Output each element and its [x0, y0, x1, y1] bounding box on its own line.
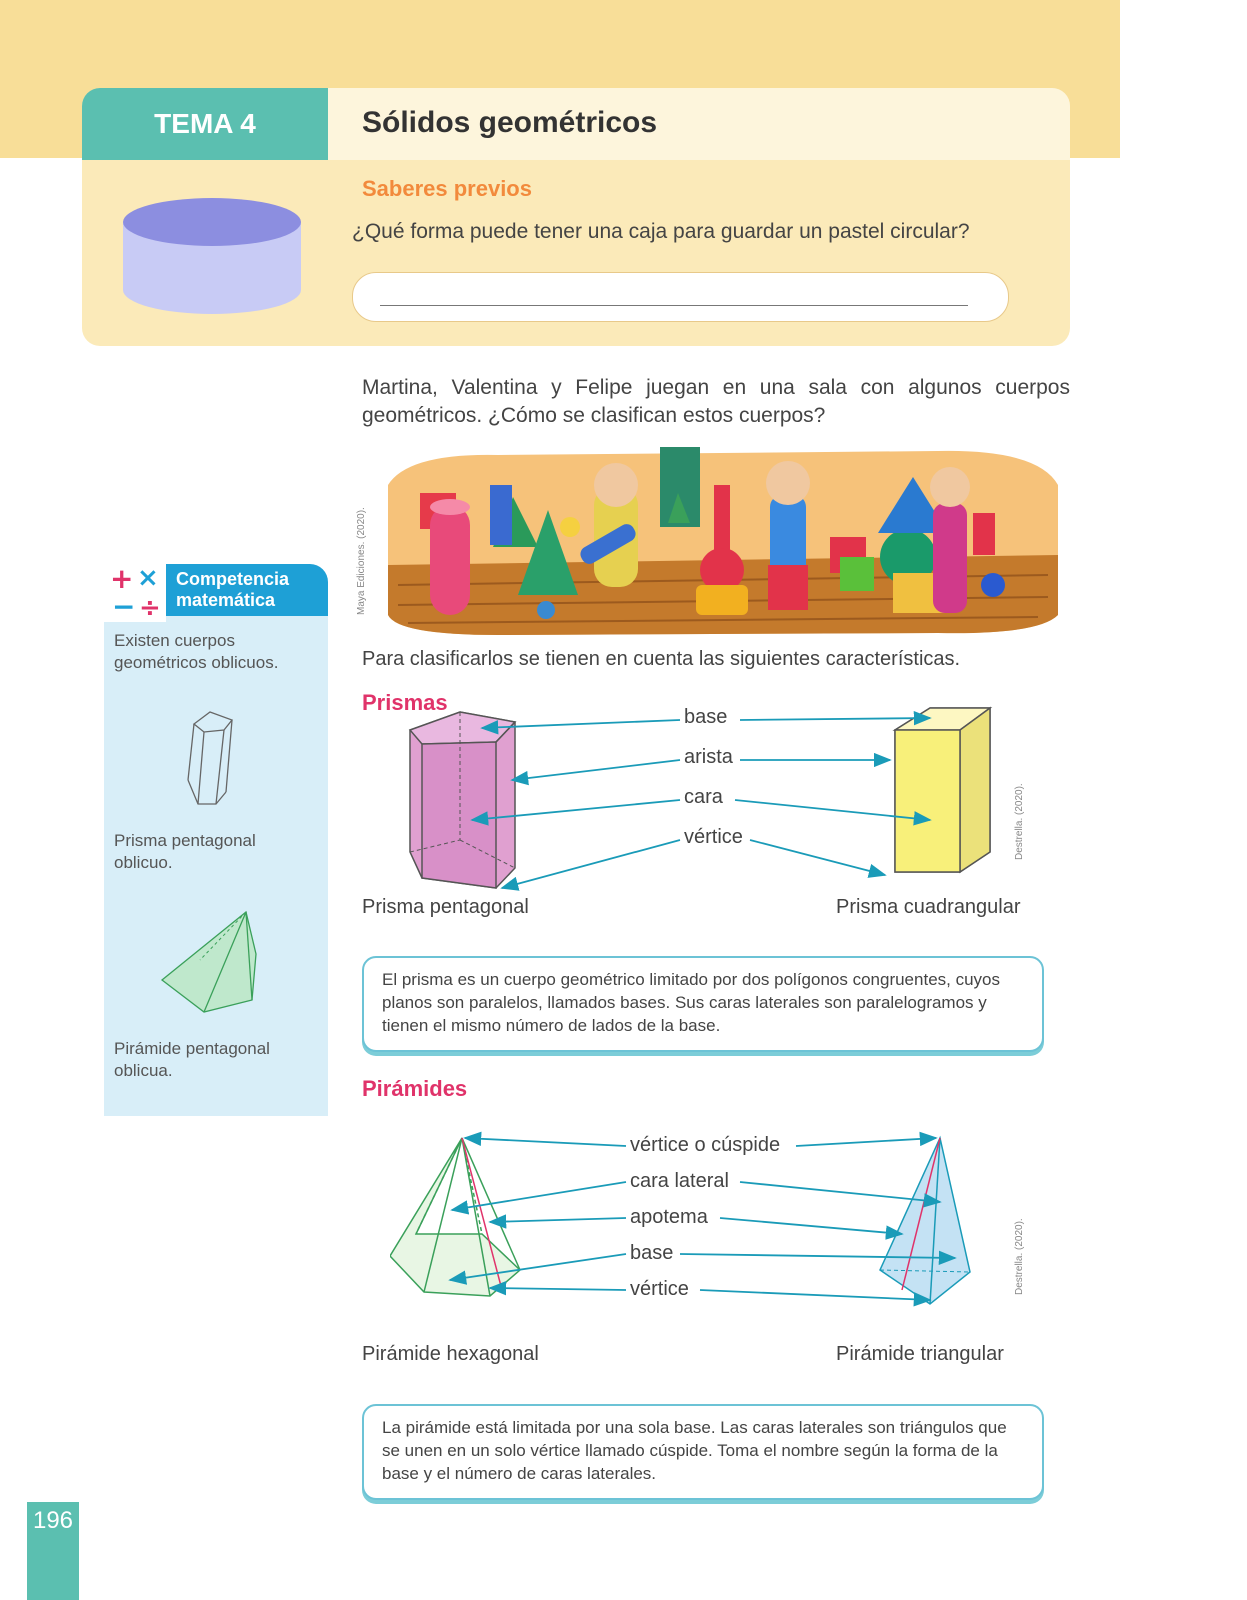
prismas-heading: Prismas — [362, 690, 448, 715]
tema-label: TEMA 4 — [82, 88, 328, 160]
pyramid-label-cara-lateral: cara lateral — [630, 1170, 729, 1192]
hexagonal-pyramid-caption: Pirámide hexagonal — [362, 1343, 539, 1365]
oblique-pentagonal-pyramid-icon — [160, 908, 260, 1020]
sidebar-text: Existen cuerpos geométricos oblicuos. — [114, 631, 279, 672]
triangular-pyramid-caption: Pirámide triangular — [836, 1343, 1004, 1365]
page-title: Sólidos geométricos — [362, 106, 658, 139]
sidebar-caption-pyramid: Pirámide pentagonal oblicua. — [114, 1039, 270, 1080]
page-number: 196 — [32, 1507, 74, 1534]
pyramid-label-vertice: vértice — [630, 1278, 689, 1300]
piramides-heading: Pirámides — [362, 1076, 468, 1101]
competencia-title-line1: Competencia — [176, 569, 290, 589]
svg-text:−: − — [112, 590, 136, 622]
right-margin — [1120, 0, 1247, 1600]
prisms-credit: Destrella. (2020). — [1014, 783, 1025, 860]
pyramids-credit: Destrella. (2020). — [1014, 1218, 1025, 1295]
intro-text: Martina, Valentina y Felipe juegan en una sala con algunos cuerpos geométricos. ¿Cómo se clasifican estos cuerpos? — [362, 376, 1070, 427]
prism-label-arista: arista — [684, 746, 733, 768]
answer-line — [380, 305, 968, 306]
prism-label-cara: cara — [684, 786, 723, 808]
cylinder-icon — [118, 192, 306, 318]
answer-field[interactable] — [352, 272, 1009, 322]
math-operators-icon — [104, 560, 166, 622]
pyramid-definition-box — [362, 1404, 1044, 1500]
competencia-title — [176, 569, 289, 611]
saberes-previos-heading: Saberes previos — [362, 176, 532, 201]
prism-label-vertice: vértice — [684, 826, 743, 848]
sidebar-caption-prism: Prisma pentagonal oblicuo. — [114, 831, 256, 872]
question-text: ¿Qué forma puede tener una caja para guardar un pastel circular? — [352, 220, 970, 243]
pentagonal-prism — [410, 712, 515, 888]
svg-text:×: × — [137, 563, 159, 593]
pentagonal-prism-caption: Prisma pentagonal — [362, 896, 529, 918]
oblique-pentagonal-prism-icon — [180, 708, 250, 808]
pyramid-label-apotema: apotema — [630, 1206, 708, 1228]
children-scene-illustration — [378, 445, 1063, 640]
svg-text:+: + — [110, 562, 134, 595]
prism-label-base: base — [684, 706, 728, 728]
competencia-title-line2: matemática — [176, 590, 276, 610]
prism-definition: El prisma es un cuerpo geométrico limitado por dos polígonos congruentes, cuyos planos son paralelos, llamados bases. Sus caras laterales son paralelogramos y tienen el mismo número de lados de la base. — [382, 970, 1001, 1035]
pyramid-label-cuspide: vértice o cúspide — [630, 1134, 781, 1156]
triangular-pyramid — [880, 1138, 970, 1304]
svg-text:÷: ÷ — [139, 593, 161, 622]
illustration-credit: Maya Ediciones. (2020). — [356, 507, 367, 615]
classify-text: Para clasificarlos se tienen en cuenta las siguientes características. — [362, 648, 961, 670]
cuadrangular-prism — [895, 708, 990, 872]
pyramid-label-base: base — [630, 1242, 674, 1264]
cuadrangular-prism-caption: Prisma cuadrangular — [836, 896, 1021, 918]
prism-definition-box — [362, 956, 1044, 1052]
pyramid-definition: La pirámide está limitada por una sola base. Las caras laterales son triángulos que se unen en un solo vértice llamado cúspide. Toma el nombre según la forma de la base y el número de caras laterales. — [382, 1418, 1007, 1483]
